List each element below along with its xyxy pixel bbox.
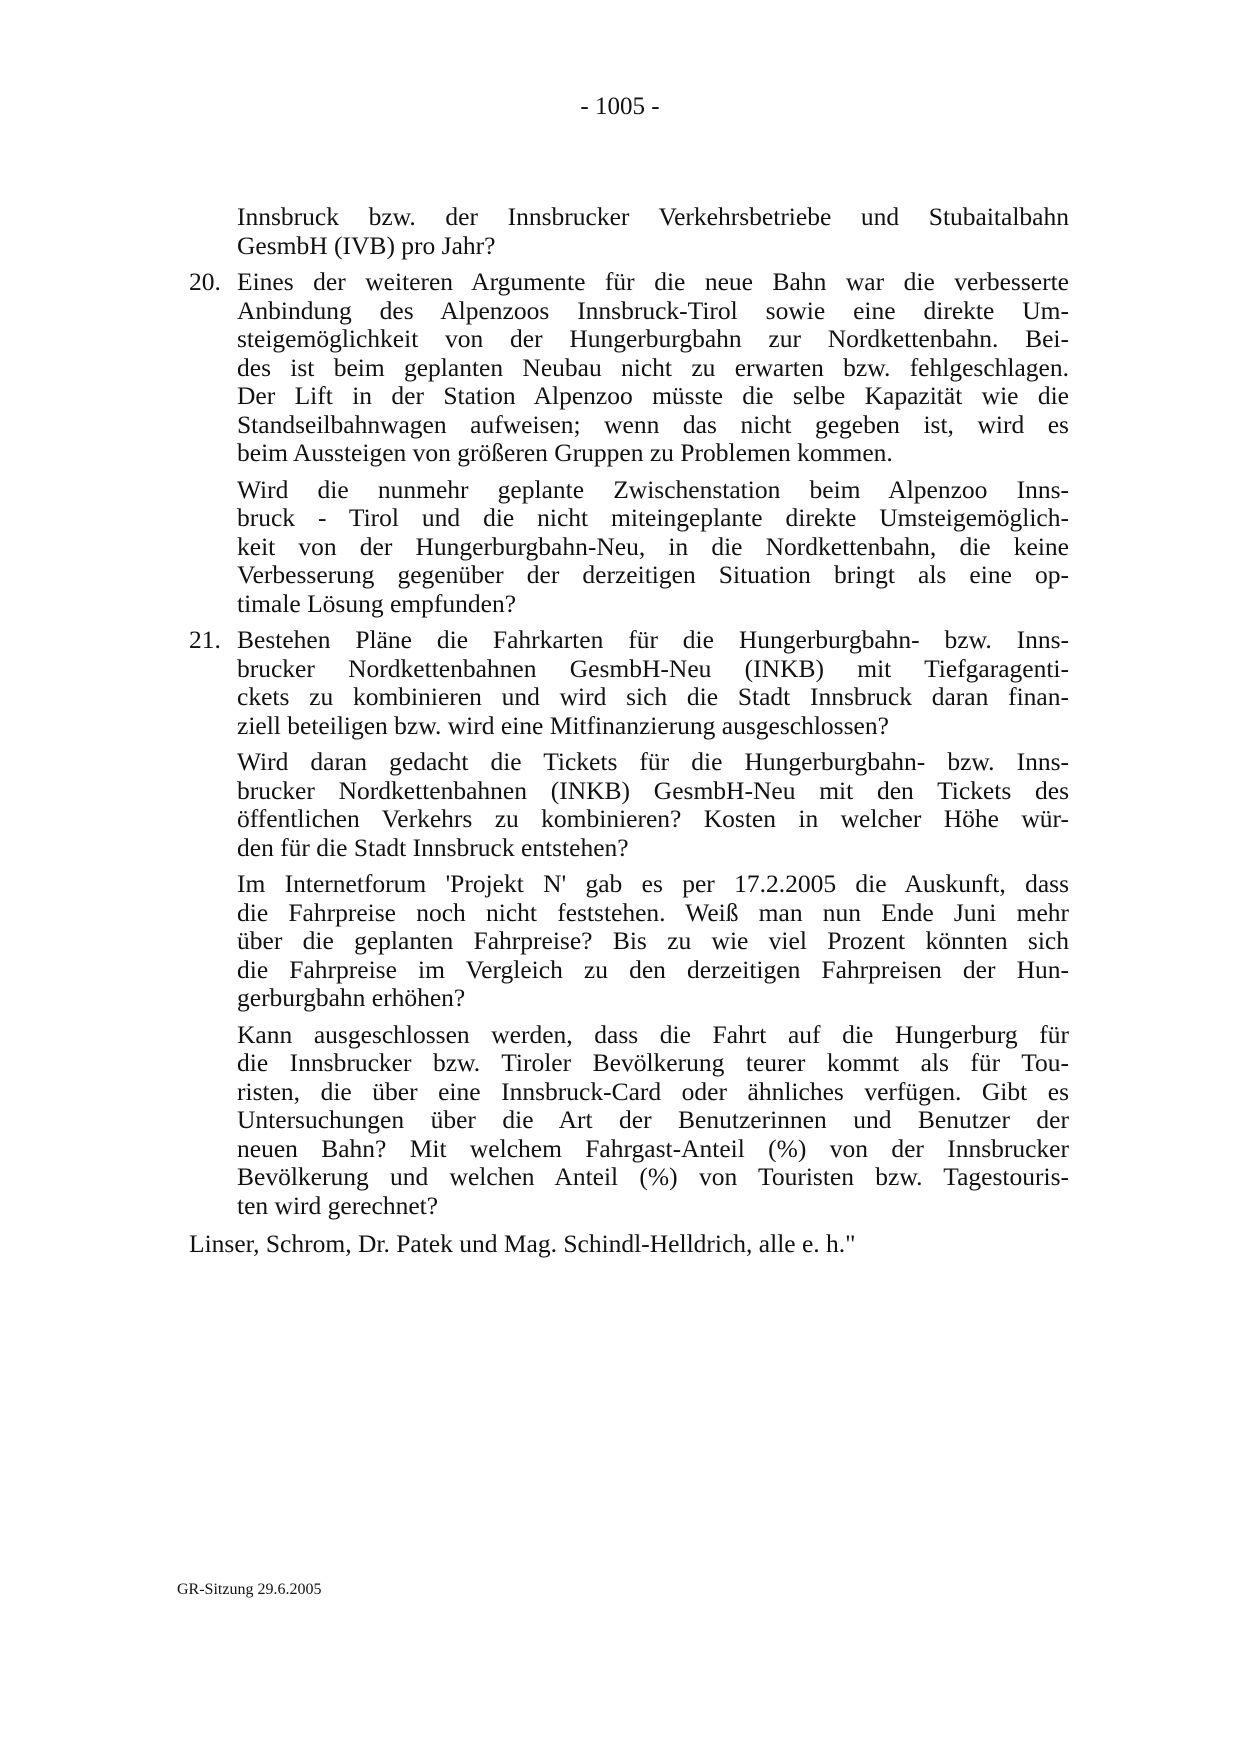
footer-session-label: GR-Sitzung 29.6.2005 [177, 1581, 322, 1598]
item-paragraph [189, 476, 1069, 619]
text-line: Anbindung des Alpenzoos Innsbruck-Tirol sowie eine direkte Um- [237, 295, 1069, 325]
text-line: des ist beim geplanten Neubau nicht zu erwarten bzw. fehlgeschlagen. [237, 352, 1069, 382]
text-line: brucker Nordkettenbahnen (INKB) GesmbH-Neu mit den Tickets des [237, 775, 1069, 805]
text-line: über die geplanten Fahrpreise? Bis zu wie viel Prozent könnten sich [237, 926, 1069, 955]
text-line: ziell beteiligen bzw. wird eine Mitfinanzierung ausgeschlossen? [237, 710, 889, 740]
text-line: die Innsbrucker bzw. Tiroler Bevölkerung teurer kommt als für Tou- [237, 1048, 1069, 1077]
text-line: Untersuchungen über die Art der Benutzerinnen und Benutzer der [237, 1105, 1069, 1134]
item-paragraph [237, 626, 1069, 740]
text-line: Verbesserung gegenüber der derzeitigen Situation bringt als eine op- [237, 560, 1069, 589]
text-line: Wird daran gedacht die Tickets für die Hungerburgbahn- bzw. Inns- [237, 747, 1069, 776]
text-line: risten, die über eine Innsbruck-Card oder ähnliches verfügen. Gibt es [237, 1076, 1069, 1106]
text-line: Im Internetforum 'Projekt N' gab es per 17.2.2005 die Auskunft, dass [237, 869, 1069, 898]
text-line: keit von der Hungerburgbahn-Neu, in die Nordkettenbahn, die keine [237, 531, 1069, 561]
text-line: die Fahrpreise noch nicht feststehen. Weiß man nun Ende Juni mehr [237, 897, 1069, 927]
text-line: Eines der weiteren Argumente für die neue Bahn war die verbesserte [237, 267, 1069, 296]
text-line: beim Aussteigen von größeren Gruppen zu Problemen kommen. [237, 438, 893, 467]
text-line: ten wird gerechnet? [237, 1190, 439, 1220]
continuation-paragraph [189, 203, 1069, 260]
text-line: gerburgbahn erhöhen? [237, 983, 466, 1012]
text-line: Wird die nunmehr geplante Zwischenstation beim Alpenzoo Inns- [237, 474, 1069, 504]
document-body [189, 203, 1069, 1267]
question-item-21 [189, 626, 1069, 740]
text-line: Innsbruck bzw. der Innsbrucker Verkehrsbetriebe und Stubaitalbahn [237, 202, 1069, 231]
text-line: neuen Bahn? Mit welchem Fahrgast-Anteil (%) von der Innsbrucker [237, 1133, 1069, 1163]
text-line: Der Lift in der Station Alpenzoo müsste die selbe Kapazität wie die [237, 381, 1069, 410]
text-line: den für die Stadt Innsbruck entstehen? [237, 832, 629, 862]
signature-line: Linser, Schrom, Dr. Patek und Mag. Schindl-Helldrich, alle e. h." [189, 1229, 856, 1258]
text-line: Bestehen Pläne die Fahrkarten für die Hungerburgbahn- bzw. Inns- [237, 625, 1069, 654]
text-line: Bevölkerung und welchen Anteil (%) von Touristen bzw. Tagestouris- [237, 1162, 1069, 1191]
text-line: GesmbH (IVB) pro Jahr? [237, 230, 496, 260]
text-line: die Fahrpreise im Vergleich zu den derzeitigen Fahrpreisen der Hun- [237, 954, 1069, 984]
text-line: steigemöglichkeit von der Hungerburgbahn zur Nordkettenbahn. Bei- [237, 324, 1069, 353]
item-paragraph [189, 1021, 1069, 1221]
text-line: Kann ausgeschlossen werden, dass die Fahrt auf die Hungerburg für [237, 1019, 1069, 1049]
text-line: bruck - Tirol und die nicht miteingeplante direkte Umsteigemöglich- [237, 503, 1069, 532]
item-paragraph [237, 268, 1069, 468]
text-line: ckets zu kombinieren und wird sich die Stadt Innsbruck daran finan- [237, 682, 1069, 711]
text-line: Standseilbahnwagen aufweisen; wenn das nicht gegeben ist, wird es [237, 409, 1069, 439]
text-line: öffentlichen Verkehrs zu kombinieren? Kosten in welcher Höhe wür- [237, 804, 1069, 833]
item-number: 21. [189, 625, 221, 654]
text-line: timale Lösung empfunden? [237, 588, 517, 618]
item-paragraph [189, 870, 1069, 1013]
question-item-20 [189, 268, 1069, 468]
text-line: brucker Nordkettenbahnen GesmbH-Neu (INKB) mit Tiefgaragenti- [237, 653, 1069, 683]
item-number: 20. [189, 267, 221, 296]
page-number: - 1005 - [580, 93, 660, 120]
item-paragraph [189, 748, 1069, 862]
